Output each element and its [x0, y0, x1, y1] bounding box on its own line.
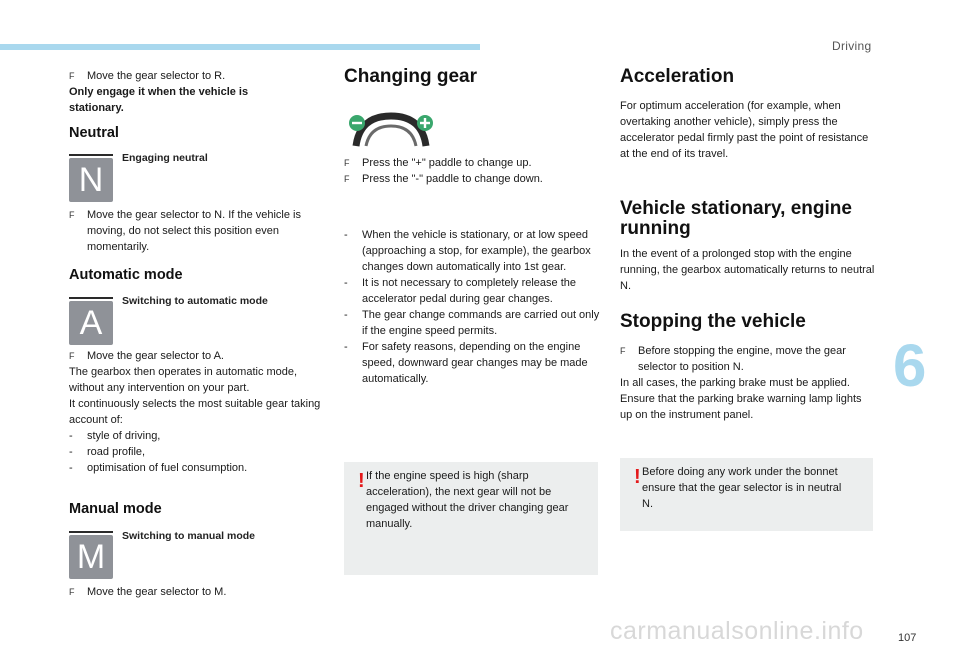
note-text: Before doing any work under the bonnet ensure that the gear selector is in neutral N. — [642, 466, 842, 510]
header-accent-bar — [0, 44, 480, 50]
bullet-icon: F — [69, 587, 75, 597]
chapter-number: 6 — [893, 332, 927, 399]
gear-notes-list — [344, 227, 600, 387]
list-item: - When the vehicle is stationary, or at low speed (approaching a stop, for example), the gearbox changes down automatically into 1st gear. — [344, 229, 591, 273]
intro-warning: Only engage it when the vehicle is stationary. — [69, 86, 249, 114]
page-number: 107 — [898, 632, 917, 644]
list-item: - The gear change commands are carried out only if the engine speed permits. — [344, 309, 600, 337]
heading-neutral: Neutral — [69, 125, 119, 141]
note-box-bonnet — [620, 458, 873, 531]
bullet-icon: F — [69, 351, 75, 361]
heading-acceleration: Acceleration — [620, 66, 735, 87]
paddle-bullets — [344, 155, 602, 187]
acceleration-para: For optimum acceleration (for example, when overtaking another vehicle), simply press the accelerator pedal firmly past the point of resistance at the end of its travel. — [620, 100, 869, 160]
watermark: carmanualsonline.info — [610, 617, 864, 645]
manual-bullet: F Move the gear selector to M. — [69, 586, 227, 598]
list-item: F Press the "-" paddle to change down. — [344, 173, 543, 185]
note-box-engine-speed — [344, 462, 598, 575]
note-text: If the engine speed is high (sharp acceleration), the next gear will not be engaged without the driver changing gear manually. — [366, 470, 569, 530]
bullet-icon: F — [344, 158, 350, 168]
list-item: - It is not necessary to completely release the accelerator pedal during gear changes. — [344, 277, 576, 305]
list-item: - For safety reasons, depending on the engine speed, downward gear changes may be made automatically. — [344, 341, 588, 385]
heading-changing-gear: Changing gear — [344, 66, 478, 87]
subhead-neutral: Engaging neutral — [122, 152, 208, 164]
subhead-automatic: Switching to automatic mode — [122, 295, 268, 307]
automatic-para-2: It continuously selects the most suitable gear taking account of: — [69, 398, 321, 426]
list-item: - road profile, — [69, 446, 146, 458]
automatic-bullet: F Move the gear selector to A. — [69, 350, 224, 362]
bullet-icon: F — [344, 174, 350, 184]
warning-icon: ! — [634, 466, 641, 488]
stopping-para-1: In all cases, the parking brake must be applied. — [620, 377, 850, 389]
steering-paddles-icon — [346, 112, 436, 148]
stopping-bullet: F Before stopping the engine, move the gear selector to position N. — [620, 345, 846, 373]
list-item: - optimisation of fuel consumption. — [69, 462, 248, 474]
m-key-icon: M — [69, 535, 113, 579]
bullet-icon: F — [620, 346, 626, 356]
bullet-icon: F — [69, 210, 75, 220]
list-item: - style of driving, — [69, 430, 161, 442]
stationary-para: In the event of a prolonged stop with the engine running, the gearbox automatically returns to neutral N. — [620, 248, 875, 292]
automatic-list — [69, 428, 324, 476]
heading-automatic: Automatic mode — [69, 267, 183, 283]
stopping-para-2: Ensure that the parking brake warning lamp lights up on the instrument panel. — [620, 393, 862, 421]
neutral-bullet: F Move the gear selector to N. If the vehicle is moving, do not select this position even momentarily. — [69, 209, 301, 253]
intro-bullet: F Move the gear selector to R. — [69, 70, 226, 82]
bullet-icon: F — [69, 71, 75, 81]
chapter-title: Driving — [832, 39, 872, 53]
list-item: F Press the "+" paddle to change up. — [344, 157, 532, 169]
n-key-icon: N — [69, 158, 113, 202]
warning-icon: ! — [358, 470, 365, 492]
heading-manual: Manual mode — [69, 501, 162, 517]
a-key-icon: A — [69, 301, 113, 345]
heading-vehicle-stationary: Vehicle stationary, engine running — [620, 198, 852, 239]
automatic-para-1: The gearbox then operates in automatic mode, without any intervention on your part. — [69, 366, 298, 394]
subhead-manual: Switching to manual mode — [122, 530, 256, 542]
heading-stopping: Stopping the vehicle — [620, 311, 806, 332]
